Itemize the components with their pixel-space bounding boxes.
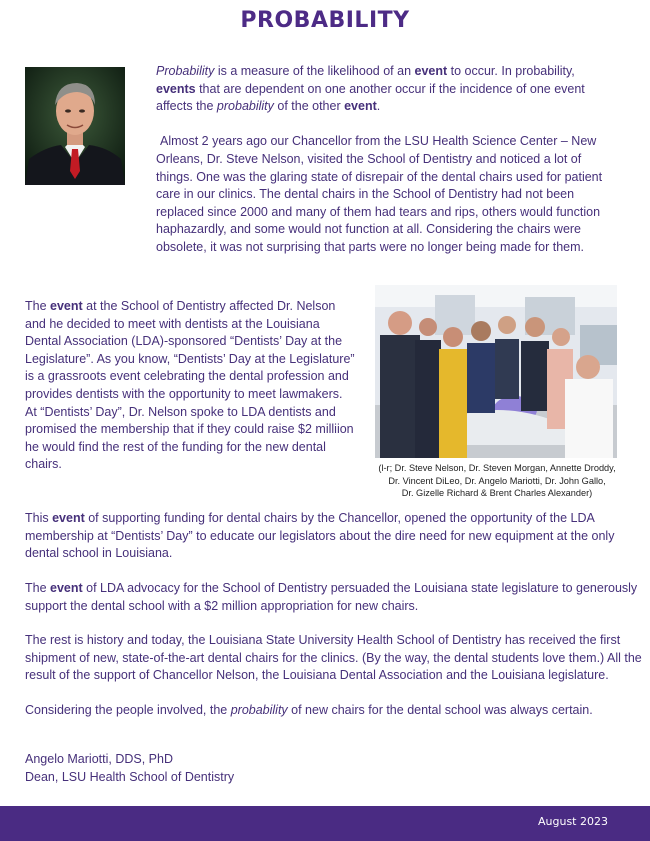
body-paragraph-3: This event of supporting funding for dental chairs by the Chancellor, opened the opportunity of the LDA membership at “Dentists’ Day” to educate our legislators about the dire need for new equipment at the only dental school in Louisiana. bbox=[25, 511, 615, 561]
body-paragraph-4: The event of LDA advocacy for the School of Dentistry persuaded the Louisiana state legislature to generously support the dental school with a $2 million appropriation for new chairs. bbox=[25, 581, 638, 613]
portrait-photo bbox=[25, 67, 125, 185]
caption-line-1: (l-r; Dr. Steve Nelson, Dr. Steven Morgan, Annette Droddy, bbox=[378, 463, 616, 473]
event-paragraph: The event at the School of Dentistry affected Dr. Nelson and he decided to meet with dentists at the Louisiana Dental Association (LDA)-sponsored “Dentists’ Day at the Legislature”. As you know, “Dentists’ Day at the Legislature” is a grassroots event celebrating the dental profession and provides dentists with the opportunity to meet lawmakers. At “Dentists’ Day”, Dr. Nelson spoke to LDA dentists and promised the membership that if they could raise $2 milliion he would find the rest of the funding for the new dental chairs. bbox=[25, 299, 355, 472]
page-title: PROBABILITY bbox=[240, 8, 410, 33]
footer-date: August 2023 bbox=[538, 815, 608, 828]
signature-role: Dean, LSU Health School of Dentistry bbox=[25, 769, 235, 784]
intro-paragraph-1: Probability is a measure of the likelihood of an event to occur. In probability, events that are dependent on one another occur if the incidence of one event affects the probability of the other event. bbox=[156, 64, 585, 114]
body-paragraph-5: The rest is history and today, the Louisiana State University Health School of Dentistry has received the first shipment of new, state-of-the-art dental chairs for the clinics. (By the way, the dental students love them.) All the result of the support of Chancellor Nelson, the Louisiana Dental Association and the Louisiana legislature. bbox=[25, 633, 642, 683]
intro-text bbox=[156, 63, 611, 257]
footer-bar bbox=[0, 806, 650, 841]
photo-caption bbox=[352, 462, 642, 500]
left-column-text bbox=[25, 298, 355, 474]
intro-paragraph-2: Almost 2 years ago our Chancellor from the LSU Health Science Center – New Orleans, Dr. Steve Nelson, visited the School of Dentistry and noticed a lot of things. One was the glaring state of disrepair of the dental chairs used for patient care in our clinics. The dental chairs in the School of Dentistry had not been replaced since 2000 and many of them had tears and rips, others would function haphazardly, and some would not function at all. Considering the chairs were obsolete, it was not surprising that parts were no longer being made for them. bbox=[156, 134, 603, 254]
body-paragraph-6: Considering the people involved, the probability of new chairs for the dental school was always certain. bbox=[25, 703, 593, 717]
signature-block bbox=[25, 751, 234, 786]
group-photo bbox=[375, 285, 617, 458]
caption-line-2: Dr. Vincent DiLeo, Dr. Angelo Mariotti, Dr. John Gallo, bbox=[388, 475, 606, 486]
signature-name: Angelo Mariotti, DDS, PhD bbox=[25, 752, 173, 766]
caption-line-3: Dr. Gizelle Richard & Brent Charles Alexander) bbox=[401, 488, 593, 499]
